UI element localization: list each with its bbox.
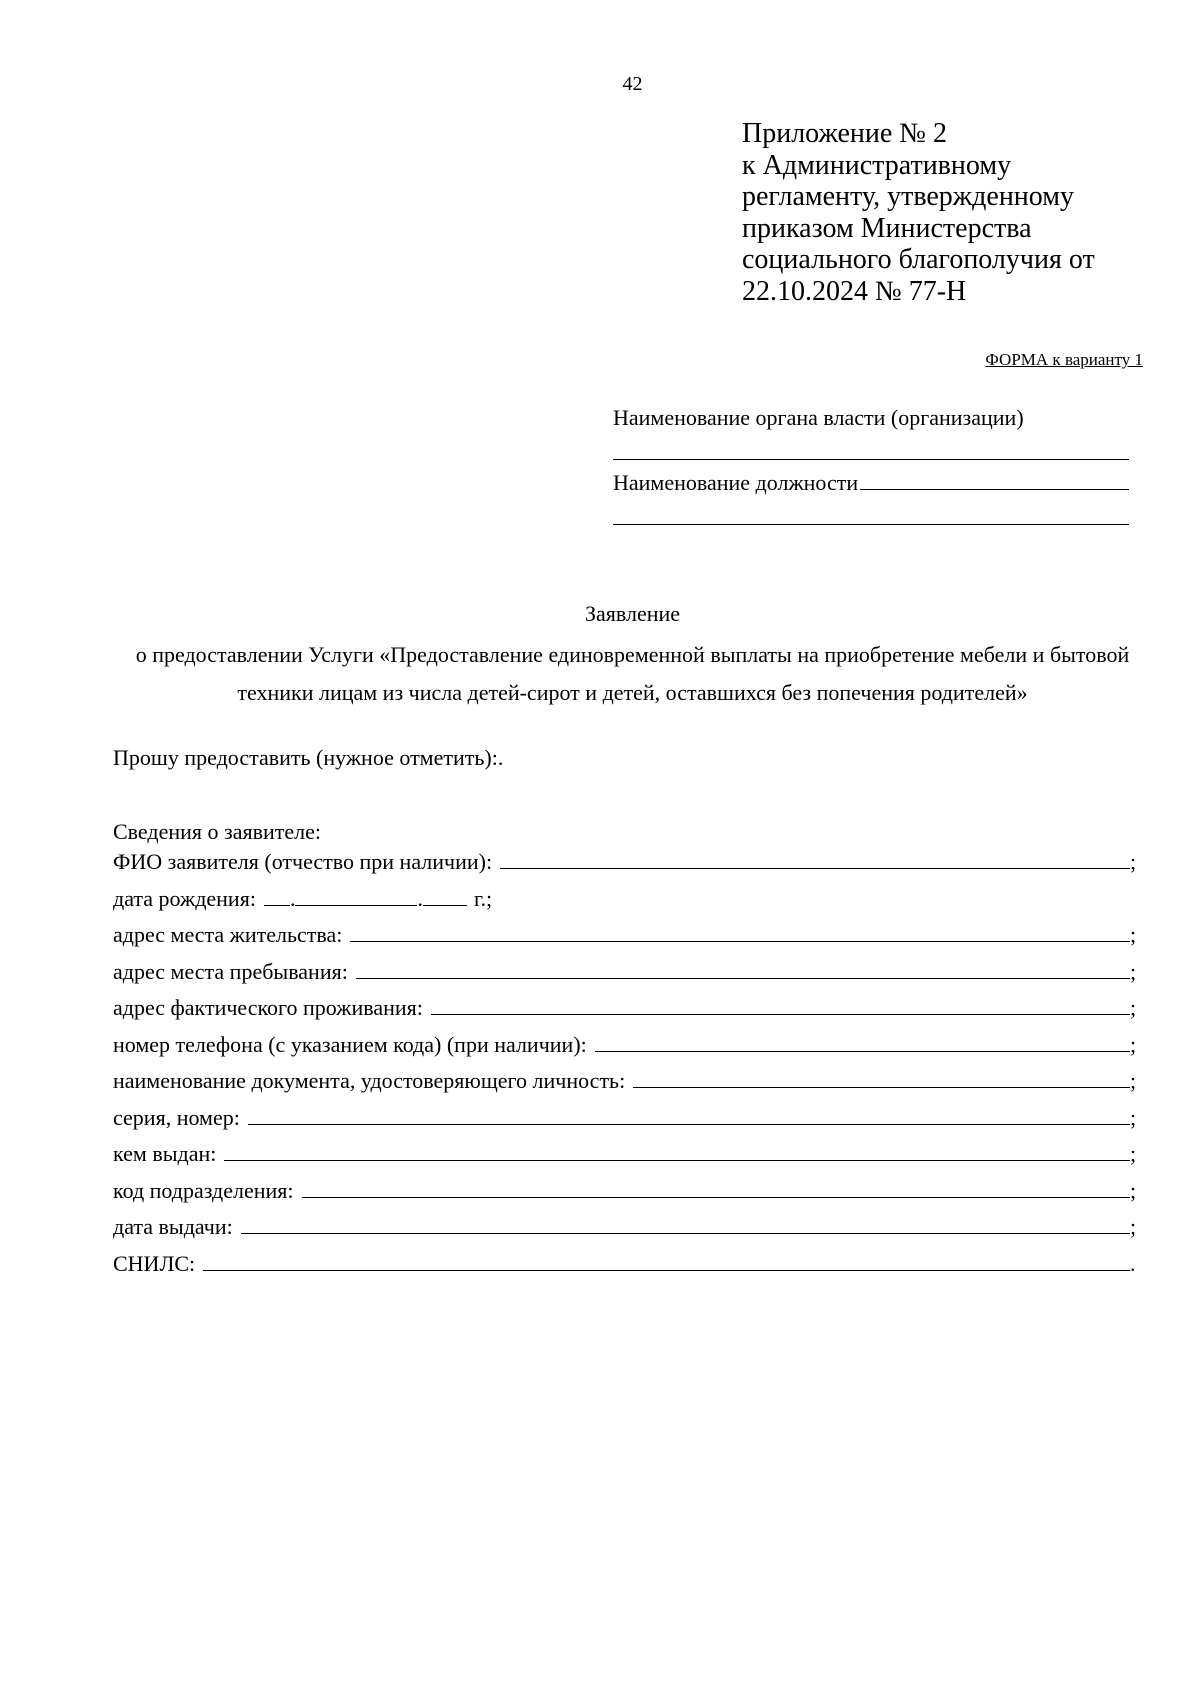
field-row: [113, 1068, 1138, 1105]
page-number: 42: [622, 73, 643, 95]
dob-day-line[interactable]: [264, 887, 290, 906]
field-label: СНИЛС:: [113, 1250, 196, 1276]
field-end: ;: [1130, 1141, 1137, 1166]
field-label: кем выдан:: [113, 1141, 217, 1166]
field-label: номер телефона (с указанием кода) (при наличии):: [113, 1031, 587, 1057]
authority-fill-line[interactable]: [613, 433, 1129, 460]
field-end: ;: [1130, 995, 1137, 1020]
position-extra-line[interactable]: [613, 498, 1129, 525]
appendix-line: социального благополучия от: [742, 244, 1095, 275]
dob-suffix: г.;: [473, 885, 493, 911]
field-end: ;: [1130, 1177, 1137, 1203]
position-label: Наименование должности: [613, 470, 859, 495]
field-fill-line[interactable]: [633, 1069, 1130, 1088]
fio-row: [113, 849, 1138, 886]
dob-label: дата рождения:: [113, 885, 256, 911]
addressee-block: [613, 405, 1129, 525]
field-end: ;: [1130, 958, 1137, 984]
fio-fill-line[interactable]: [500, 850, 1130, 869]
field-fill-line[interactable]: [302, 1179, 1130, 1198]
field-label: код подразделения:: [113, 1177, 294, 1203]
position-row: [613, 470, 1129, 498]
applicant-heading: Сведения о заявителе:: [113, 819, 322, 844]
field-fill-line[interactable]: [350, 923, 1130, 942]
field-end: ;: [1130, 1104, 1137, 1130]
dob-separator: .: [289, 885, 296, 911]
field-fill-line[interactable]: [224, 1142, 1130, 1161]
field-label: дата выдачи:: [113, 1214, 233, 1239]
field-row: [113, 995, 1138, 1032]
fio-end: ;: [1130, 849, 1137, 874]
field-row: [113, 1105, 1138, 1142]
field-end: .: [1130, 1250, 1136, 1276]
applicant-fields: [113, 849, 1138, 1287]
appendix-line: к Административному: [742, 149, 1012, 181]
field-fill-line[interactable]: [595, 1033, 1130, 1052]
dob-year-line[interactable]: [423, 887, 467, 906]
field-label: адрес фактического проживания:: [113, 995, 423, 1020]
field-row: [113, 922, 1138, 959]
appendix-block: [742, 118, 1095, 307]
form-variant: [700, 350, 1143, 370]
form-variant-label: ФОРМА к варианту 1: [985, 350, 1143, 369]
dob-row: [113, 886, 1138, 923]
field-end: ;: [1130, 1031, 1137, 1057]
field-fill-line[interactable]: [203, 1252, 1130, 1271]
field-row: [113, 1141, 1138, 1178]
field-label: адрес места пребывания:: [113, 958, 348, 984]
document-title: Заявление: [584, 601, 681, 626]
field-row: [113, 1032, 1138, 1069]
field-end: ;: [1130, 1068, 1137, 1093]
appendix-line: 22.10.2024 № 77-Н: [742, 275, 967, 307]
field-label: адрес места жительства:: [113, 922, 343, 947]
field-row: [113, 959, 1138, 996]
field-label: серия, номер:: [113, 1104, 240, 1130]
field-end: ;: [1130, 922, 1137, 947]
appendix-line: регламенту, утвержденному: [742, 181, 1074, 212]
field-row: [113, 1214, 1138, 1251]
field-row: [113, 1178, 1138, 1215]
field-fill-line[interactable]: [356, 960, 1130, 979]
field-fill-line[interactable]: [241, 1215, 1130, 1234]
field-fill-line[interactable]: [248, 1106, 1130, 1125]
field-fill-line[interactable]: [431, 996, 1130, 1015]
authority-label-row: [613, 405, 1129, 433]
position-fill-line[interactable]: [860, 472, 1129, 490]
field-row: [113, 1251, 1138, 1288]
field-label: наименование документа, удостоверяющего личность:: [113, 1068, 626, 1093]
fio-label: ФИО заявителя (отчество при наличии):: [113, 849, 493, 874]
request-text: Прошу предоставить (нужное отметить):.: [113, 745, 504, 770]
appendix-line: Приложение № 2: [742, 118, 947, 149]
dob-month-line[interactable]: [295, 887, 417, 906]
document-subtitle: о предоставлении Услуги «Предоставление единовременной выплаты на приобретение мебели и бытовой техники лицам из числа детей-сирот и детей, оставшихся без попечения родителей»: [135, 642, 1130, 705]
field-end: ;: [1130, 1214, 1137, 1239]
authority-label: Наименование органа власти (организации): [613, 405, 1024, 430]
dob-separator: .: [417, 885, 423, 911]
appendix-line: приказом Министерства: [742, 212, 1032, 244]
